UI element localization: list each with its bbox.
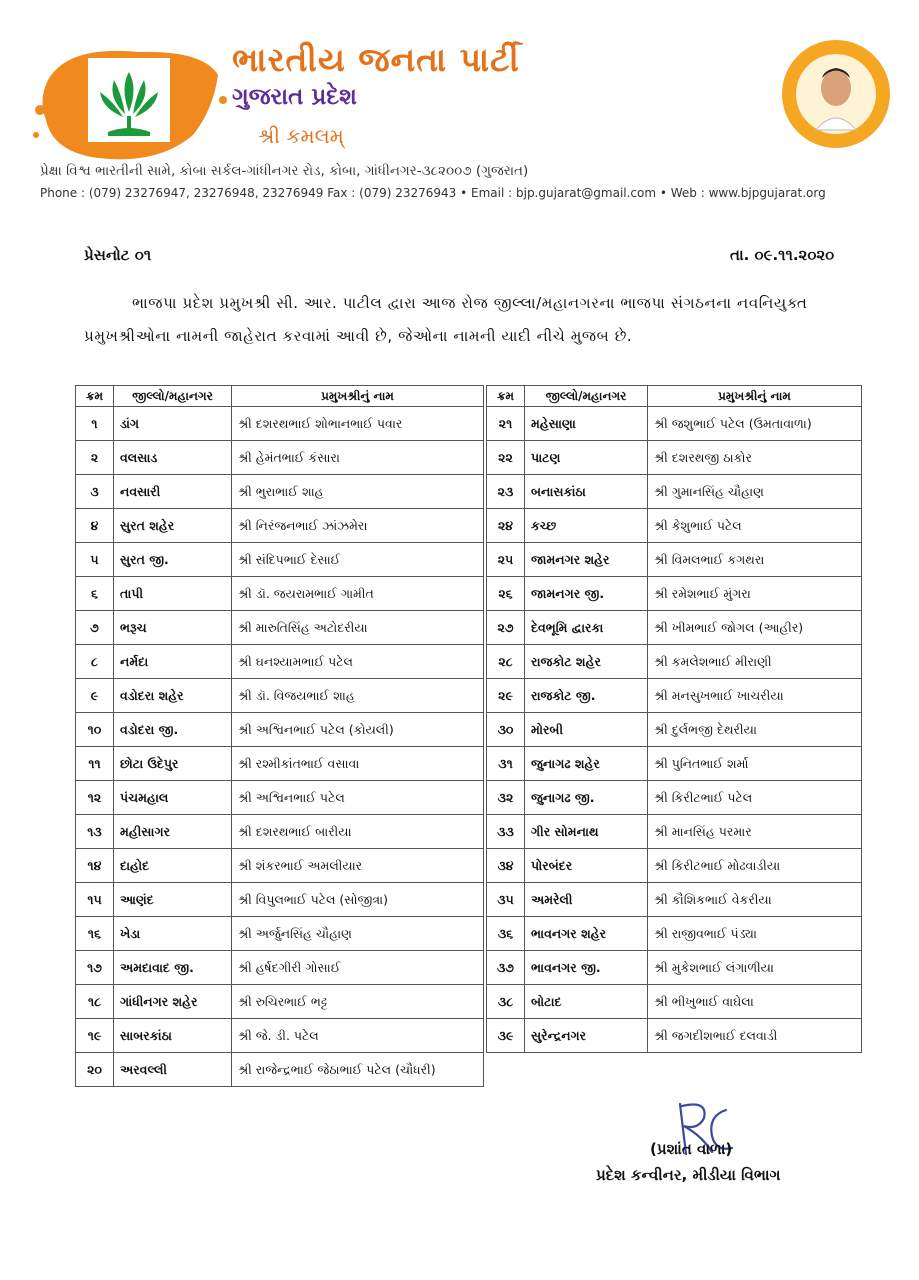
district-name: મહેસાણા [525, 407, 648, 441]
serial-number: ૨૯ [487, 679, 525, 713]
president-name: શ્રી વિપુલભાઈ પટેલ (સોજીત્રા) [232, 883, 484, 917]
header-president-name: પ્રમુખશ્રીનું નામ [232, 386, 484, 407]
table-row [76, 475, 484, 509]
table-row [487, 475, 862, 509]
table-row [76, 781, 484, 815]
serial-number: ૨૪ [487, 509, 525, 543]
table-row [487, 611, 862, 645]
district-name: દેવભૂમિ દ્વારકા [525, 611, 648, 645]
table-row [76, 611, 484, 645]
serial-number: ૩૩ [487, 815, 525, 849]
president-name: શ્રી ભીખુભાઈ વાઘેલા [648, 985, 862, 1019]
serial-number: ૩૬ [487, 917, 525, 951]
table-row [487, 713, 862, 747]
signer-title: પ્રદેશ કન્વીનર, મીડીયા વિભાગ [596, 1166, 781, 1184]
president-table-right [486, 385, 862, 1053]
president-name: શ્રી ભુરાભાઈ શાહ [232, 475, 484, 509]
serial-number: ૧૪ [76, 849, 114, 883]
serial-number: ૨૧ [487, 407, 525, 441]
president-name: શ્રી રાજીવભાઈ પંડ્યા [648, 917, 862, 951]
president-name: શ્રી જશુભાઈ પટેલ (ઉમતાવાળા) [648, 407, 862, 441]
district-name: પંચમહાલ [114, 781, 232, 815]
president-name: શ્રી મારુતિસિંહ અટોદરીયા [232, 611, 484, 645]
table-row [76, 849, 484, 883]
district-name: રાજકોટ જી. [525, 679, 648, 713]
serial-number: ૩૨ [487, 781, 525, 815]
serial-number: ૨૨ [487, 441, 525, 475]
district-name: ભરૂચ [114, 611, 232, 645]
table-row [487, 509, 862, 543]
party-name: ભારતીય જનતા પાર્ટી [232, 40, 520, 79]
header-serial: ક્રમ [76, 386, 114, 407]
president-name: શ્રી રશ્મીકાંતભાઈ વસાવા [232, 747, 484, 781]
district-name: ભાવનગર શહેર [525, 917, 648, 951]
president-name: શ્રી શંકરભાઈ અમલીયાર [232, 849, 484, 883]
serial-number: ૨૮ [487, 645, 525, 679]
announcement-text [84, 287, 874, 353]
district-name: જુનાગઢ શહેર [525, 747, 648, 781]
president-name: શ્રી અશ્વિનભાઈ પટેલ (કોયલી) [232, 713, 484, 747]
president-name: શ્રી દશરથજી ઠાકોર [648, 441, 862, 475]
serial-number: ૨૩ [487, 475, 525, 509]
table-row [487, 781, 862, 815]
district-name: બોટાદ [525, 985, 648, 1019]
district-name: દાહોદ [114, 849, 232, 883]
office-address: પ્રેક્ષા વિશ્વ ભારતીની સામે, કોબા સર્કલ-ગાંધીનગર રોડ, કોબા, ગાંધીનગર-૩૮૨૦૦૭ (ગુજરાત) [40, 163, 529, 179]
district-name: ગીર સોમનાથ [525, 815, 648, 849]
district-name: ડાંગ [114, 407, 232, 441]
header-district: જીલ્લો/મહાનગર [114, 386, 232, 407]
president-name: શ્રી રાજેન્દ્રભાઈ જેઠાભાઈ પટેલ (ચૌધરી) [232, 1053, 484, 1087]
serial-number: ૩૧ [487, 747, 525, 781]
president-name: શ્રી હર્ષદગીરી ગોસાઈ [232, 951, 484, 985]
president-name: શ્રી અશ્વિનભાઈ પટેલ [232, 781, 484, 815]
president-name: શ્રી રુચિરભાઈ ભટ્ટ [232, 985, 484, 1019]
table-row [487, 577, 862, 611]
contact-details: Phone : (079) 23276947, 23276948, 23276949 Fax : (079) 23276943 • Email : bjp.gujarat@gmail.com • Web : www.bjpgujarat.org [40, 186, 826, 200]
table-row [76, 577, 484, 611]
serial-number: ૮ [76, 645, 114, 679]
table-row [487, 917, 862, 951]
district-name: કચ્છ [525, 509, 648, 543]
serial-number: ૨૦ [76, 1053, 114, 1087]
announcement-paragraph: ભાજપા પ્રદેશ પ્રમુખશ્રી સી. આર. પાટીલ દ્વારા આજ રોજ જીલ્લા/મહાનગરના ભાજપા સંગઠનના નવનિયુક્ત પ્રમુખશ્રીઓના નામની જાહેરાત કરવામાં આવી છે, જેઓના નામની યાદી નીચે મુજબ છે. [84, 294, 808, 345]
table-row [76, 679, 484, 713]
header-serial: ક્રમ [487, 386, 525, 407]
president-name: શ્રી જે. ડી. પટેલ [232, 1019, 484, 1053]
president-name: શ્રી કૌશિકભાઈ વેકરીયા [648, 883, 862, 917]
serial-number: ૫ [76, 543, 114, 577]
table-row [487, 679, 862, 713]
president-name: શ્રી ડૉ. વિજયભાઈ શાહ [232, 679, 484, 713]
district-name: તાપી [114, 577, 232, 611]
serial-number: ૧૮ [76, 985, 114, 1019]
header-president-name: પ્રમુખશ્રીનું નામ [648, 386, 862, 407]
table-row [487, 815, 862, 849]
table-row [76, 543, 484, 577]
table-row [76, 1019, 484, 1053]
serial-number: ૧૬ [76, 917, 114, 951]
district-name: ભાવનગર જી. [525, 951, 648, 985]
president-name: શ્રી દશરથભાઈ બારીયા [232, 815, 484, 849]
table-header-row [487, 386, 862, 407]
president-name: શ્રી દુર્લભજી દેથરીયા [648, 713, 862, 747]
serial-number: ૧૯ [76, 1019, 114, 1053]
district-name: સુરત શહેર [114, 509, 232, 543]
president-name: શ્રી ગુમાનસિંહ ચૌહાણ [648, 475, 862, 509]
serial-number: ૨૫ [487, 543, 525, 577]
serial-number: ૧૧ [76, 747, 114, 781]
table-row [76, 407, 484, 441]
district-name: અરવલ્લી [114, 1053, 232, 1087]
serial-number: ૬ [76, 577, 114, 611]
header-district: જીલ્લો/મહાનગર [525, 386, 648, 407]
district-name: પોરબંદર [525, 849, 648, 883]
district-name: અમદાવાદ જી. [114, 951, 232, 985]
centenary-seal-icon [780, 38, 892, 150]
table-row [76, 883, 484, 917]
president-name: શ્રી અર્જુનસિંહ ચૌહાણ [232, 917, 484, 951]
district-name: રાજકોટ શહેર [525, 645, 648, 679]
district-name: સુરત જી. [114, 543, 232, 577]
district-name: સુરેન્દ્રનગર [525, 1019, 648, 1053]
table-row [487, 883, 862, 917]
table-row [487, 441, 862, 475]
president-name: શ્રી નિરંજનભાઈ ઝાંઝમેરા [232, 509, 484, 543]
district-name: આણંદ [114, 883, 232, 917]
serial-number: ૨૬ [487, 577, 525, 611]
table-row [76, 441, 484, 475]
president-name: શ્રી હેમંતભાઈ કંસારા [232, 441, 484, 475]
press-note-date: તા. ૦૯.૧૧.૨૦૨૦ [730, 246, 835, 264]
district-name: નર્મદા [114, 645, 232, 679]
district-name: અમરેલી [525, 883, 648, 917]
serial-number: ૩૭ [487, 951, 525, 985]
president-name: શ્રી કમલેશભાઈ મીરાણી [648, 645, 862, 679]
district-name: પાટણ [525, 441, 648, 475]
president-name: શ્રી ખીમભાઈ જોગલ (આહીર) [648, 611, 862, 645]
table-row [76, 917, 484, 951]
president-name: શ્રી દશરથભાઈ શોભાનભાઈ પવાર [232, 407, 484, 441]
party-slogan: શ્રી કમલમ્ [258, 124, 344, 148]
serial-number: ૪ [76, 509, 114, 543]
president-table-left [75, 385, 484, 1087]
table-row [487, 1019, 862, 1053]
table-row [487, 407, 862, 441]
president-name: શ્રી કિરીટભાઈ પટેલ [648, 781, 862, 815]
district-name: છોટા ઉદેપુર [114, 747, 232, 781]
serial-number: ૩૮ [487, 985, 525, 1019]
serial-number: ૧૦ [76, 713, 114, 747]
president-name: શ્રી ઘનશ્યામભાઈ પટેલ [232, 645, 484, 679]
president-name: શ્રી ડૉ. જયરામભાઈ ગામીત [232, 577, 484, 611]
serial-number: ૧ [76, 407, 114, 441]
president-name: શ્રી મુકેશભાઈ લંગાળીયા [648, 951, 862, 985]
serial-number: ૧૨ [76, 781, 114, 815]
table-row [487, 645, 862, 679]
table-row [76, 951, 484, 985]
president-name: શ્રી જગદીશભાઈ દલવાડી [648, 1019, 862, 1053]
district-name: વડોદરા જી. [114, 713, 232, 747]
president-name: શ્રી પુનિતભાઈ શર્મા [648, 747, 862, 781]
district-name: જામનગર શહેર [525, 543, 648, 577]
serial-number: ૧૩ [76, 815, 114, 849]
district-name: મોરબી [525, 713, 648, 747]
table-row [76, 509, 484, 543]
president-name: શ્રી કિરીટભાઈ મોઢવાડીયા [648, 849, 862, 883]
table-row [487, 849, 862, 883]
serial-number: ૩ [76, 475, 114, 509]
press-note-label: પ્રેસનોટ ૦૧ [84, 246, 152, 264]
president-name: શ્રી મનસુખભાઈ ખાચરીયા [648, 679, 862, 713]
serial-number: ૩૯ [487, 1019, 525, 1053]
district-name: સાબરકાંઠા [114, 1019, 232, 1053]
district-name: બનાસકાંઠા [525, 475, 648, 509]
table-row [487, 985, 862, 1019]
serial-number: ૭ [76, 611, 114, 645]
table-row [76, 645, 484, 679]
president-name: શ્રી માનસિંહ પરમાર [648, 815, 862, 849]
table-row [76, 747, 484, 781]
district-name: ગાંધીનગર શહેર [114, 985, 232, 1019]
table-row [487, 951, 862, 985]
district-name: વડોદરા શહેર [114, 679, 232, 713]
party-unit: ગુજરાત પ્રદેશ [232, 84, 357, 110]
serial-number: ૩૫ [487, 883, 525, 917]
president-name: શ્રી કેશુભાઈ પટેલ [648, 509, 862, 543]
serial-number: ૧૭ [76, 951, 114, 985]
bjp-lotus-logo-icon [28, 40, 228, 170]
district-name: જુનાગઢ જી. [525, 781, 648, 815]
serial-number: ૨ [76, 441, 114, 475]
district-name: ખેડા [114, 917, 232, 951]
table-row [76, 985, 484, 1019]
serial-number: ૨૭ [487, 611, 525, 645]
serial-number: ૩૦ [487, 713, 525, 747]
signer-name: (પ્રશાંત વાળા) [650, 1140, 733, 1158]
district-name: મહીસાગર [114, 815, 232, 849]
president-name: શ્રી વિમલભાઈ કગથરા [648, 543, 862, 577]
table-row [76, 815, 484, 849]
serial-number: ૧૫ [76, 883, 114, 917]
district-name: જામનગર જી. [525, 577, 648, 611]
president-name: શ્રી સંદિપભાઈ દેસાઈ [232, 543, 484, 577]
district-name: નવસારી [114, 475, 232, 509]
table-row [487, 543, 862, 577]
table-row [487, 747, 862, 781]
president-name: શ્રી રમેશભાઈ મુંગરા [648, 577, 862, 611]
serial-number: ૩૪ [487, 849, 525, 883]
table-header-row [76, 386, 484, 407]
serial-number: ૯ [76, 679, 114, 713]
district-name: વલસાડ [114, 441, 232, 475]
table-row [76, 1053, 484, 1087]
table-row [76, 713, 484, 747]
